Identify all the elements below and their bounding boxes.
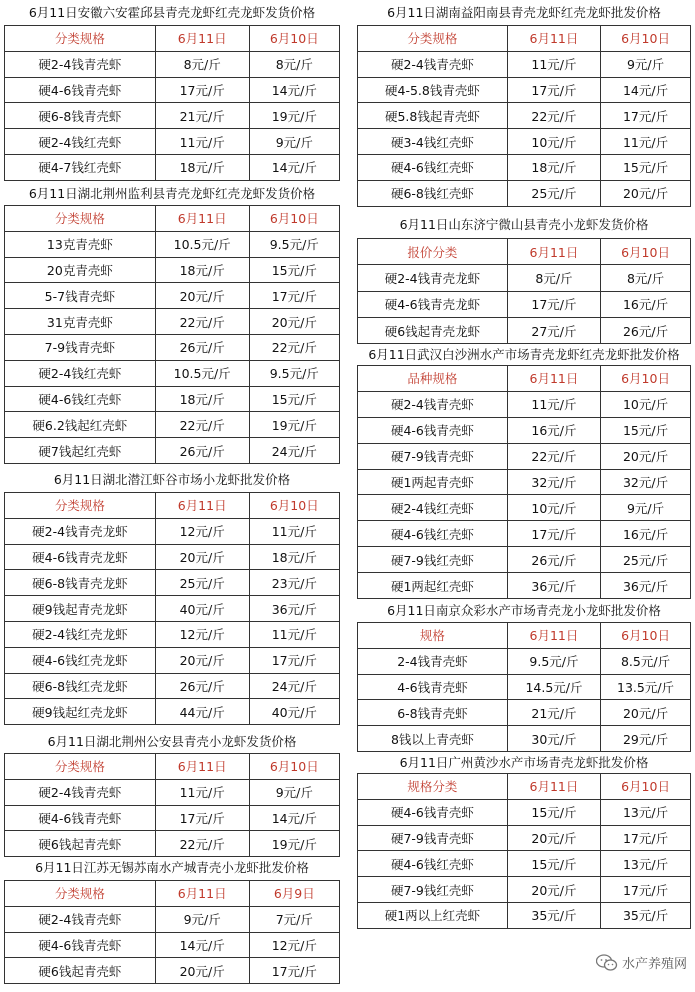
price-cell: 35元/斤	[507, 902, 600, 928]
price-cell: 17元/斤	[249, 647, 339, 673]
table-row	[358, 180, 691, 206]
table-row	[358, 521, 691, 547]
spec-cell: 硬2-4钱青壳虾	[358, 391, 508, 417]
price-table-block	[357, 752, 691, 929]
price-cell: 15元/斤	[601, 154, 691, 180]
table-row	[358, 674, 691, 700]
table-row	[358, 291, 691, 317]
price-cell: 26元/斤	[155, 673, 249, 699]
header-date: 6月11日	[507, 774, 600, 800]
spec-cell: 硬7-9钱红壳虾	[358, 877, 508, 903]
spec-cell: 硬5.8钱起青壳虾	[358, 103, 508, 129]
price-cell: 20元/斤	[601, 700, 691, 726]
header-date: 6月10日	[249, 754, 339, 780]
spec-cell: 硬6钱起青壳虾	[5, 831, 156, 857]
price-cell: 10.5元/斤	[155, 231, 249, 257]
table-row	[358, 825, 691, 851]
price-cell: 8.5元/斤	[601, 648, 691, 674]
price-cell: 17元/斤	[601, 103, 691, 129]
price-cell: 11元/斤	[507, 51, 600, 77]
header-category: 分类规格	[5, 26, 156, 52]
header-date: 6月10日	[601, 774, 691, 800]
spec-cell: 硬1两起红壳虾	[358, 573, 508, 599]
spec-cell: 硬4-6钱青壳龙虾	[358, 291, 508, 317]
price-cell: 8元/斤	[249, 51, 339, 77]
table-header-row	[5, 754, 340, 780]
spec-cell: 硬4-5.8钱青壳虾	[358, 77, 508, 103]
spec-cell: 硬4-6钱青壳虾	[5, 77, 156, 103]
table-row	[358, 129, 691, 155]
header-category: 分类规格	[5, 206, 156, 232]
spec-cell: 硬6.2钱起红壳虾	[5, 412, 156, 438]
spec-cell: 硬7-9钱青壳虾	[358, 443, 508, 469]
spec-cell: 8钱以上青壳虾	[358, 726, 508, 752]
price-cell: 21元/斤	[507, 700, 600, 726]
price-cell: 17元/斤	[601, 877, 691, 903]
price-cell: 17元/斤	[155, 77, 249, 103]
header-category: 品种规格	[358, 366, 508, 392]
price-cell: 19元/斤	[249, 412, 339, 438]
price-cell: 12元/斤	[155, 621, 249, 647]
spec-cell: 硬4-6钱红壳虾	[358, 851, 508, 877]
table-header-row	[5, 26, 340, 52]
price-cell: 32元/斤	[601, 469, 691, 495]
header-date: 6月11日	[155, 754, 249, 780]
price-cell: 15元/斤	[249, 386, 339, 412]
price-cell: 20元/斤	[507, 825, 600, 851]
price-cell: 36元/斤	[249, 596, 339, 622]
table-row	[358, 391, 691, 417]
price-cell: 22元/斤	[249, 334, 339, 360]
price-cell: 36元/斤	[507, 573, 600, 599]
header-date: 6月10日	[601, 239, 691, 265]
spec-cell: 硬6-8钱红壳虾	[358, 180, 508, 206]
price-table-block	[357, 344, 691, 599]
price-cell: 14.5元/斤	[507, 674, 600, 700]
price-cell: 25元/斤	[601, 547, 691, 573]
table-row	[5, 570, 340, 596]
spec-cell: 硬9钱起青壳龙虾	[5, 596, 156, 622]
price-cell: 8元/斤	[507, 265, 600, 291]
spec-cell: 硬4-6钱青壳虾	[5, 932, 156, 958]
price-table	[357, 622, 691, 752]
spec-cell: 硬2-4钱青壳虾	[358, 51, 508, 77]
price-cell: 23元/斤	[249, 570, 339, 596]
header-date: 6月11日	[507, 366, 600, 392]
price-cell: 9元/斤	[601, 495, 691, 521]
watermark-text: 水产养殖网	[621, 957, 687, 972]
price-table	[4, 492, 340, 725]
table-title: 6月11日山东济宁微山县青壳小龙虾发货价格	[399, 217, 649, 232]
price-cell: 16元/斤	[601, 521, 691, 547]
price-table-block	[4, 467, 340, 725]
header-category: 分类规格	[5, 754, 156, 780]
table-row	[358, 877, 691, 903]
price-cell: 21元/斤	[155, 103, 249, 129]
price-cell: 18元/斤	[249, 544, 339, 570]
watermark	[596, 953, 687, 972]
price-cell: 24元/斤	[249, 438, 339, 464]
header-date: 6月10日	[249, 206, 339, 232]
price-cell: 22元/斤	[507, 443, 600, 469]
spec-cell: 20克青壳虾	[5, 257, 156, 283]
spec-cell: 硬6钱起青壳虾	[5, 958, 156, 984]
header-date: 6月10日	[601, 366, 691, 392]
price-cell: 10元/斤	[507, 495, 600, 521]
table-row	[358, 495, 691, 521]
spec-cell: 硬7钱起红壳虾	[5, 438, 156, 464]
spec-cell: 硬2-4钱红壳虾	[5, 129, 156, 155]
price-cell: 17元/斤	[507, 77, 600, 103]
price-cell: 40元/斤	[249, 699, 339, 725]
table-title: 6月11日广州黄沙水产市场青壳龙虾批发价格	[399, 755, 649, 770]
spec-cell: 硬2-4钱红壳龙虾	[5, 621, 156, 647]
price-cell: 10元/斤	[507, 129, 600, 155]
table-row	[5, 360, 340, 386]
price-table	[357, 365, 691, 599]
spec-cell: 硬7-9钱红壳虾	[358, 547, 508, 573]
price-cell: 30元/斤	[507, 726, 600, 752]
price-cell: 24元/斤	[249, 673, 339, 699]
spec-cell: 硬2-4钱红壳虾	[5, 360, 156, 386]
price-cell: 16元/斤	[507, 417, 600, 443]
price-cell: 26元/斤	[155, 334, 249, 360]
price-cell: 26元/斤	[507, 547, 600, 573]
table-header-row	[358, 366, 691, 392]
table-row	[358, 51, 691, 77]
header-category: 规格分类	[358, 774, 508, 800]
price-cell: 13.5元/斤	[601, 674, 691, 700]
price-cell: 27元/斤	[507, 317, 600, 343]
wechat-icon	[596, 954, 618, 972]
price-table-block	[4, 182, 340, 464]
price-cell: 11元/斤	[507, 391, 600, 417]
table-row	[5, 154, 340, 180]
price-cell: 17元/斤	[249, 283, 339, 309]
price-cell: 9元/斤	[249, 129, 339, 155]
table-row	[358, 648, 691, 674]
header-date: 6月9日	[249, 881, 339, 907]
spec-cell: 硬6-8钱红壳龙虾	[5, 673, 156, 699]
price-cell: 20元/斤	[155, 958, 249, 984]
table-row	[5, 544, 340, 570]
price-cell: 13元/斤	[601, 851, 691, 877]
spec-cell: 硬6-8钱青壳龙虾	[5, 570, 156, 596]
price-cell: 36元/斤	[601, 573, 691, 599]
spec-cell: 硬6钱起青壳龙虾	[358, 317, 508, 343]
price-table	[4, 880, 340, 984]
price-cell: 15元/斤	[601, 417, 691, 443]
table-row	[358, 154, 691, 180]
price-cell: 26元/斤	[601, 317, 691, 343]
spec-cell: 硬4-6钱红壳龙虾	[5, 647, 156, 673]
spec-cell: 硬4-6钱青壳虾	[358, 799, 508, 825]
price-cell: 7元/斤	[249, 906, 339, 932]
table-row	[358, 77, 691, 103]
header-category: 分类规格	[5, 881, 156, 907]
table-header-row	[5, 206, 340, 232]
table-row	[5, 647, 340, 673]
table-row	[5, 699, 340, 725]
price-cell: 8元/斤	[155, 51, 249, 77]
header-date: 6月11日	[155, 493, 249, 519]
price-cell: 18元/斤	[155, 386, 249, 412]
price-cell: 32元/斤	[507, 469, 600, 495]
price-table-block	[4, 730, 340, 857]
price-table	[4, 25, 340, 181]
spec-cell: 硬4-6钱红壳虾	[358, 154, 508, 180]
spec-cell: 硬2-4钱青壳龙虾	[358, 265, 508, 291]
table-title: 6月11日南京众彩水产市场青壳龙小龙虾批发价格	[387, 603, 661, 618]
table-row	[5, 906, 340, 932]
price-cell: 20元/斤	[601, 180, 691, 206]
table-row	[5, 438, 340, 464]
table-row	[358, 851, 691, 877]
header-date: 6月11日	[155, 206, 249, 232]
table-row	[358, 573, 691, 599]
table-title: 6月11日江苏无锡苏南水产城青壳小龙虾批发价格	[35, 860, 309, 875]
table-row	[5, 412, 340, 438]
table-title: 6月11日武汉白沙洲水产市场青壳龙虾红壳龙虾批发价格	[368, 347, 680, 362]
spec-cell: 4-6钱青壳虾	[358, 674, 508, 700]
header-date: 6月10日	[601, 26, 691, 52]
table-title: 6月11日湖北潜江虾谷市场小龙虾批发价格	[53, 472, 291, 487]
table-row	[5, 257, 340, 283]
table-row	[5, 129, 340, 155]
price-cell: 17元/斤	[601, 825, 691, 851]
price-cell: 12元/斤	[155, 518, 249, 544]
table-row	[5, 779, 340, 805]
price-table	[357, 25, 691, 207]
spec-cell: 硬2-4钱红壳虾	[358, 495, 508, 521]
header-category: 分类规格	[358, 26, 508, 52]
table-row	[5, 673, 340, 699]
price-cell: 16元/斤	[601, 291, 691, 317]
table-row	[5, 932, 340, 958]
spec-cell: 硬2-4钱青壳虾	[5, 906, 156, 932]
price-cell: 9元/斤	[249, 779, 339, 805]
price-cell: 11元/斤	[249, 518, 339, 544]
table-row	[358, 799, 691, 825]
price-cell: 13元/斤	[601, 799, 691, 825]
price-cell: 18元/斤	[155, 257, 249, 283]
header-date: 6月10日	[601, 623, 691, 649]
price-table-block	[357, 211, 691, 344]
table-header-row	[5, 493, 340, 519]
spec-cell: 硬2-4钱青壳虾	[5, 779, 156, 805]
table-title: 6月11日湖北荆州公安县青壳小龙虾发货价格	[47, 734, 297, 749]
price-cell: 17元/斤	[507, 291, 600, 317]
price-cell: 29元/斤	[601, 726, 691, 752]
price-table-block	[4, 0, 340, 181]
price-cell: 15元/斤	[507, 851, 600, 877]
spec-cell: 硬3-4钱红壳虾	[358, 129, 508, 155]
price-cell: 17元/斤	[507, 521, 600, 547]
price-cell: 9.5元/斤	[249, 360, 339, 386]
table-row	[358, 317, 691, 343]
price-cell: 20元/斤	[507, 877, 600, 903]
price-cell: 18元/斤	[507, 154, 600, 180]
table-header-row	[358, 774, 691, 800]
header-date: 6月10日	[249, 26, 339, 52]
spec-cell: 硬9钱起红壳龙虾	[5, 699, 156, 725]
price-table-block	[357, 600, 691, 752]
price-cell: 40元/斤	[155, 596, 249, 622]
table-row	[5, 309, 340, 335]
spec-cell: 硬1两以上红壳虾	[358, 902, 508, 928]
price-cell: 11元/斤	[155, 779, 249, 805]
price-cell: 15元/斤	[507, 799, 600, 825]
table-row	[5, 958, 340, 984]
price-cell: 19元/斤	[249, 831, 339, 857]
price-cell: 20元/斤	[155, 544, 249, 570]
price-cell: 20元/斤	[249, 309, 339, 335]
price-cell: 14元/斤	[249, 77, 339, 103]
table-row	[358, 902, 691, 928]
table-row	[5, 51, 340, 77]
price-cell: 11元/斤	[601, 129, 691, 155]
spec-cell: 硬1两起青壳虾	[358, 469, 508, 495]
table-row	[5, 77, 340, 103]
header-date: 6月10日	[249, 493, 339, 519]
table-row	[358, 417, 691, 443]
spec-cell: 硬6-8钱青壳虾	[5, 103, 156, 129]
table-row	[358, 469, 691, 495]
price-cell: 17元/斤	[249, 958, 339, 984]
header-category: 报价分类	[358, 239, 508, 265]
spec-cell: 硬4-6钱青壳虾	[5, 805, 156, 831]
price-cell: 35元/斤	[601, 902, 691, 928]
price-cell: 11元/斤	[249, 621, 339, 647]
table-row	[358, 726, 691, 752]
spec-cell: 硬4-6钱红壳虾	[5, 386, 156, 412]
table-header-row	[358, 26, 691, 52]
price-table-block	[357, 0, 691, 207]
price-cell: 22元/斤	[155, 831, 249, 857]
price-cell: 8元/斤	[601, 265, 691, 291]
price-cell: 25元/斤	[507, 180, 600, 206]
table-title: 6月11日安徽六安霍邱县青壳龙虾红壳龙虾发货价格	[28, 5, 316, 20]
spec-cell: 硬4-7钱红壳虾	[5, 154, 156, 180]
price-cell: 10.5元/斤	[155, 360, 249, 386]
table-row	[358, 700, 691, 726]
header-date: 6月11日	[507, 26, 600, 52]
spec-cell: 硬4-6钱红壳虾	[358, 521, 508, 547]
price-cell: 9.5元/斤	[507, 648, 600, 674]
header-date: 6月11日	[507, 623, 600, 649]
price-table	[4, 205, 340, 464]
price-cell: 14元/斤	[601, 77, 691, 103]
table-row	[358, 443, 691, 469]
table-row	[5, 596, 340, 622]
price-cell: 9元/斤	[155, 906, 249, 932]
table-row	[358, 265, 691, 291]
table-row	[5, 231, 340, 257]
price-cell: 12元/斤	[249, 932, 339, 958]
price-cell: 10元/斤	[601, 391, 691, 417]
table-row	[5, 621, 340, 647]
price-cell: 44元/斤	[155, 699, 249, 725]
price-cell: 25元/斤	[155, 570, 249, 596]
spec-cell: 硬4-6钱青壳龙虾	[5, 544, 156, 570]
spec-cell: 31克青壳虾	[5, 309, 156, 335]
table-title: 6月11日湖南益阳南县青壳龙虾红壳龙虾批发价格	[387, 5, 661, 20]
spec-cell: 13克青壳虾	[5, 231, 156, 257]
header-date: 6月11日	[507, 239, 600, 265]
table-header-row	[358, 623, 691, 649]
spec-cell: 硬2-4钱青壳龙虾	[5, 518, 156, 544]
spec-cell: 硬7-9钱青壳虾	[358, 825, 508, 851]
price-cell: 18元/斤	[155, 154, 249, 180]
price-cell: 14元/斤	[155, 932, 249, 958]
table-row	[5, 334, 340, 360]
price-table	[357, 773, 691, 929]
table-row	[5, 386, 340, 412]
table-header-row	[5, 881, 340, 907]
price-cell: 20元/斤	[601, 443, 691, 469]
table-row	[358, 103, 691, 129]
table-header-row	[358, 239, 691, 265]
price-cell: 9.5元/斤	[249, 231, 339, 257]
price-table-block	[4, 855, 340, 984]
price-cell: 20元/斤	[155, 647, 249, 673]
table-title: 6月11日湖北荆州监利县青壳龙虾红壳龙虾发货价格	[28, 186, 316, 201]
spec-cell: 硬4-6钱青壳虾	[358, 417, 508, 443]
price-cell: 15元/斤	[249, 257, 339, 283]
table-row	[5, 805, 340, 831]
spec-cell: 7-9钱青壳虾	[5, 334, 156, 360]
table-row	[5, 518, 340, 544]
price-cell: 22元/斤	[155, 412, 249, 438]
spec-cell: 硬2-4钱青壳虾	[5, 51, 156, 77]
table-row	[358, 547, 691, 573]
price-cell: 17元/斤	[155, 805, 249, 831]
price-cell: 20元/斤	[155, 283, 249, 309]
price-cell: 26元/斤	[155, 438, 249, 464]
header-date: 6月11日	[155, 26, 249, 52]
table-row	[5, 103, 340, 129]
price-cell: 14元/斤	[249, 154, 339, 180]
spec-cell: 5-7钱青壳虾	[5, 283, 156, 309]
header-category: 分类规格	[5, 493, 156, 519]
table-row	[5, 831, 340, 857]
price-cell: 9元/斤	[601, 51, 691, 77]
header-date: 6月11日	[155, 881, 249, 907]
price-cell: 11元/斤	[155, 129, 249, 155]
spec-cell: 2-4钱青壳虾	[358, 648, 508, 674]
price-cell: 22元/斤	[155, 309, 249, 335]
price-table	[357, 238, 691, 344]
price-cell: 14元/斤	[249, 805, 339, 831]
spec-cell: 6-8钱青壳虾	[358, 700, 508, 726]
header-category: 规格	[358, 623, 508, 649]
table-row	[5, 283, 340, 309]
price-table	[4, 753, 340, 857]
price-cell: 19元/斤	[249, 103, 339, 129]
price-cell: 22元/斤	[507, 103, 600, 129]
